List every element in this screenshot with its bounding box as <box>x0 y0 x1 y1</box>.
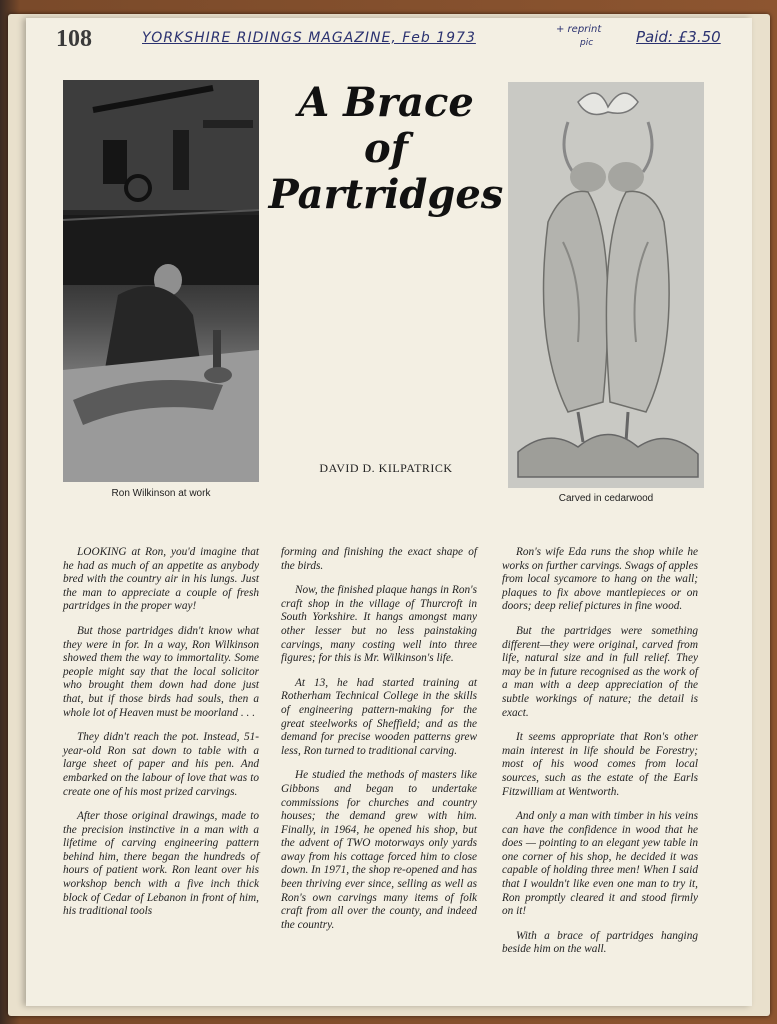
photo-carving <box>508 82 704 488</box>
paragraph: At 13, he had started training at Rotherham Technical College in the skills of engineering pattern-making for the great steelworks of Sheffield; and as the demand for precise wooden patterns grew less, Ron turned to traditional carving. <box>281 676 477 757</box>
handwritten-title: YORKSHIRE RIDINGS MAGAZINE, Feb 1973 <box>142 30 476 46</box>
paragraph: Now, the finished plaque hangs in Ron's craft shop in the village of Thurcroft in South Yorkshire. It hangs amongst many other lesser but no less painstaking carvings, many costing well into three figures; for this is Mr. Wilkinson's life. <box>281 584 477 665</box>
paragraph: They didn't reach the pot. Instead, 51-year-old Ron sat down to table with a large sheet of paper and his pen. And embarked on the labour of love that was to create one of his most prized carvings. <box>63 731 259 798</box>
craftsman-photo-art <box>63 80 259 482</box>
article-column-1 <box>63 546 259 930</box>
article-column-3 <box>502 546 698 968</box>
paragraph: forming and finishing the exact shape of the birds. <box>281 546 477 572</box>
title-line-2: of <box>364 125 408 172</box>
paragraph: Ron's wife Eda runs the shop while he works on further carvings. Swags of apples from local sycamore to hang on the wall; plaques to fix above mantlepieces or on doors; deep relief pictures in fine wood. <box>502 546 698 613</box>
handwritten-note: + reprint <box>556 24 602 35</box>
paragraph: With a brace of partridges hanging beside him on the wall. <box>502 929 698 956</box>
handwritten-note-2: pic <box>580 38 594 48</box>
magazine-page <box>26 18 752 1006</box>
paragraph: He studied the methods of masters like Gibbons and began to undertake commissions for churches and country houses; the demand grew with him. Finally, in 1964, he opened his shop, but the advent of TWO motorways only yards away from his cottage forced him to close down. In 1971, the shop re-opened and has been thriving ever since, selling as well as Ron's own carvings many items of folk craft from all over the county, and indeed the country. <box>281 769 477 931</box>
title-line-3: Partridges <box>268 171 504 218</box>
title-line-1: A Brace <box>298 79 474 126</box>
handwritten-header <box>56 22 746 54</box>
article-column-2 <box>281 546 477 943</box>
page-number: 108 <box>56 26 92 52</box>
partridge-carving-art <box>508 82 704 488</box>
article-title <box>266 80 506 218</box>
caption-right: Carved in cedarwood <box>558 493 654 504</box>
caption-left: Ron Wilkinson at work <box>111 488 211 499</box>
paragraph: But those partridges didn't know what they were in for. In a way, Ron Wilkinson showed them the way to immortality. Some people might say that the local solicitor who brought them down had done just that, but if those birds had souls, then a whole lot of Heaven must be moorland . . . <box>63 624 259 719</box>
byline: DAVID D. KILPATRICK <box>319 461 453 475</box>
paragraph: And only a man with timber in his veins can have the confidence in wood that he does — pointing to an elegant yew table in one corner of his shop, he decided it was capable of holding three men! When I said that I wouldn't like even one man to try it, Ron promptly cleared it and stood firmly on it! <box>502 810 698 918</box>
paragraph: But the partridges were something different—they were original, carved from life, natural size and in full relief. They may be in future recognised as the work of a man with a deep appreciation of the subtle workings of nature; the detail is exact. <box>502 624 698 719</box>
handwritten-paid: Paid: £3.50 <box>636 28 721 46</box>
paragraph: After those original drawings, made to the precision instinctive in a man with a lifetime of carving engineering pattern behind him, there began the hundreds of hours of patient work. Ron leant over his workshop bench with a five inch thick block of Cedar of Lebanon in front of him, his traditional tools <box>63 810 259 918</box>
paragraph: It seems appropriate that Ron's other main interest in life should be Forestry; most of his wood comes from local sources, such as the estate of the Earls Fitzwilliam at Wentworth. <box>502 731 698 798</box>
paragraph: LOOKING at Ron, you'd imagine that he had as much of an appetite as anybody bred with the country air in his lungs. Just the man to appreciate a couple of fresh partridges in the proper way! <box>63 546 259 613</box>
photo-craftsman <box>63 80 259 482</box>
